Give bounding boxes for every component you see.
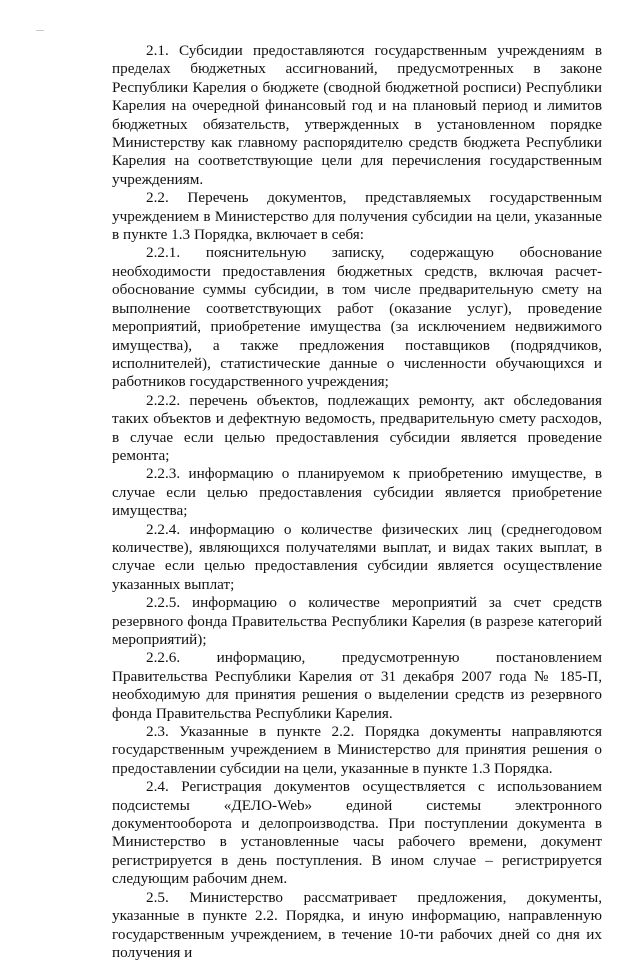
document-page (112, 42, 602, 962)
scan-artifact (36, 30, 44, 31)
paragraph-2-1: 2.1. Субсидии предоставляются государственным учреждениям в пределах бюджетных ассигнований, предусмотренных в законе Республики Карелия о бюджете (сводной бюджетной росписи) Республики Карелия на очередной финансовый год и на плановый период и лимитов бюджетных обязательств, утвержденных в установленном порядке Министерству как главному распорядителю средств бюджета Республики Карелия на соответствующие цели для перечисления государственным учреждениям. (112, 42, 602, 188)
paragraph-2-2-5: 2.2.5. информацию о количестве мероприятий за счет средств резервного фонда Правительства Республики Карелия (в разрезе категорий мероприятий); (112, 594, 602, 648)
paragraph-2-5: 2.5. Министерство рассматривает предложения, документы, указанные в пункте 2.2. Порядка, и иную информацию, направленную государственным учреждением, в течение 10-ти рабочих дней со дня их получения и (112, 888, 602, 961)
paragraph-2-2-3: 2.2.3. информацию о планируемом к приобретению имуществе, в случае если целью предоставления субсидии является приобретение имущества; (112, 465, 602, 520)
paragraph-2-4: 2.4. Регистрация документов осуществляется с использованием подсистемы «ДЕЛО-Web» единой системы электронного документооборота и делопроизводства. При поступлении документа в Министерство в установленные часы рабочего времени, документ регистрируется в день поступления. В ином случае – регистрируется следующим рабочим днем. (112, 778, 602, 888)
paragraph-2-2-2: 2.2.2. перечень объектов, подлежащих ремонту, акт обследования таких объектов и дефектную ведомость, предварительную смету расходов, в случае если целью предоставления субсидии является проведение ремонта; (112, 391, 602, 464)
paragraph-2-3: 2.3. Указанные в пункте 2.2. Порядка документы направляются государственным учреждением в Министерство для принятия решения о предоставлении субсидии на цели, указанные в пункте 1.3 Порядка. (112, 723, 602, 777)
paragraph-2-2: 2.2. Перечень документов, представляемых государственным учреждением в Министерство для получения субсидии на цели, указанные в пункте 1.3 Порядка, включает в себя: (112, 189, 602, 244)
paragraph-2-2-1: 2.2.1. пояснительную записку, содержащую обоснование необходимости предоставления бюджетных средств, включая расчет-обоснование суммы субсидии, в том числе предварительную смету на выполнение соответствующих работ (оказание услуг), проведение мероприятий, приобретение имущества (за исключением недвижимого имущества), а также предложения поставщиков (подрядчиков, исполнителей), статистические данные о численности обучающихся и работников государственного учреждения; (112, 244, 602, 391)
paragraph-2-2-6: 2.2.6. информацию, предусмотренную постановлением Правительства Республики Карелия от 31 декабря 2007 года № 185-П, необходимую для принятия решения о выделении средств из резервного фонда Правительства Республики Карелия. (112, 649, 602, 722)
paragraph-2-2-4: 2.2.4. информацию о количестве физических лиц (среднегодовом количестве), являющихся получателями выплат, и видах таких выплат, в случае если целью предоставления субсидии является осуществление указанных выплат; (112, 520, 602, 593)
